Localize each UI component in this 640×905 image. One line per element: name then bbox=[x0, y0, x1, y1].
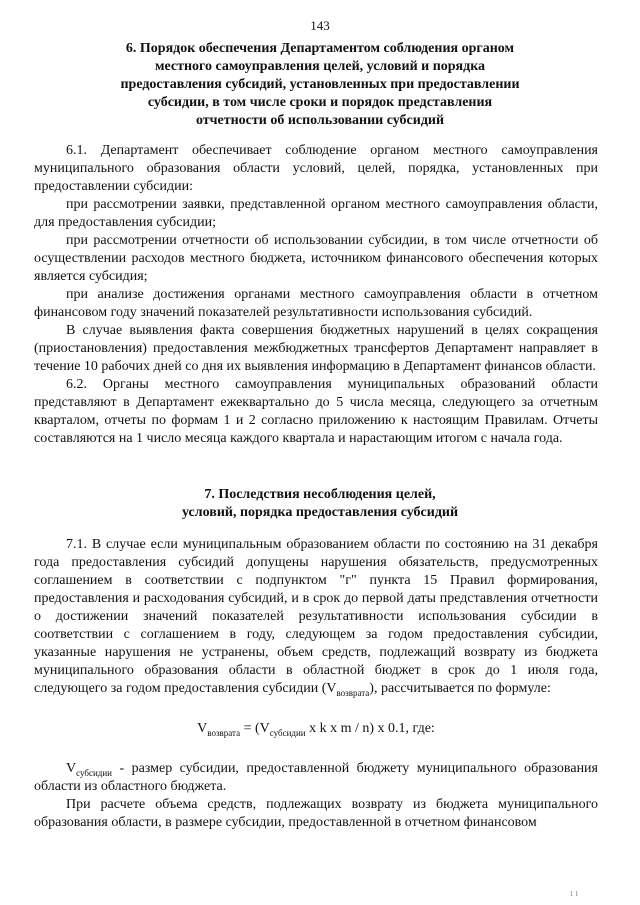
def-text: - размер субсидии, предоставленной бюджету муниципального образования области из областного бюджета. bbox=[34, 761, 598, 794]
section-6-title-line: местного самоуправления целей, условий и порядка bbox=[154, 59, 486, 74]
definition-v-subsidy bbox=[34, 760, 598, 796]
def-v: V bbox=[66, 761, 77, 776]
def-v-subscript: субсидии bbox=[76, 767, 112, 778]
formula-v: V bbox=[197, 721, 208, 736]
formula-subsidy-subscript: субсидии bbox=[269, 727, 306, 738]
scan-mark: ı ı bbox=[570, 888, 579, 899]
paragraph-application-review: при рассмотрении заявки, представленной органом местного самоуправления области, для предоставления субсидии; bbox=[34, 197, 598, 230]
formula-rest: x k x m / n) x 0.1, где: bbox=[305, 721, 435, 736]
section-6-title-line: предоставления субсидий, установленных при предоставлении bbox=[120, 77, 520, 92]
page-number: 143 bbox=[310, 18, 330, 33]
paragraph-6-1: 6.1. Департамент обеспечивает соблюдение органом местного самоуправления муниципального образования области условий, целей, порядка, установленных при предоставлении субсидии: bbox=[34, 143, 598, 194]
section-6-title-line: отчетности об использовании субсидий bbox=[195, 113, 445, 128]
section-6-title bbox=[70, 40, 570, 130]
section-7-body bbox=[34, 536, 598, 832]
section-7-title bbox=[70, 486, 570, 522]
paragraph-refund-calculation: При расчете объема средств, подлежащих возврату из бюджета муниципального образования области, в размере субсидии, предоставленной в отчетном финансовом bbox=[34, 797, 598, 830]
section-7-title-line: условий, порядка предоставления субсидий bbox=[181, 505, 459, 520]
v-symbol: V bbox=[326, 681, 337, 696]
refund-formula bbox=[34, 720, 598, 738]
paragraph-7-1-text: 7.1. В случае если муниципальным образованием области по состоянию на 31 декабря года предоставления субсидий допущены нарушения обязательств, предусмотренных соглашением в соответствии с подпунктом "г" пункта 15 Правил формирования, предоставления и расходования субсидий, и в срок до первой даты представления отчетности о достижении значений показателей результативности использования субсидии в соответствии с соглашением в году, следующем за годом предоставления субсидии, указанные нарушения не устранены, объем средств, подлежащий возврату из бюджета муниципального образования области в областной бюджет в срок до 1 июля года, следующего за годом предоставления субсидии ( bbox=[34, 537, 598, 696]
paragraph-violations: В случае выявления факта совершения бюджетных нарушений в целях сокращения (приостановления) предоставления межбюджетных трансфертов Департамент направляет в течение 10 рабочих дней со дня их выявления информацию в Департамент финансов области. bbox=[34, 323, 598, 374]
paragraph-7-1 bbox=[34, 536, 598, 698]
paragraph-performance-analysis: при анализе достижения органами местного самоуправления области в отчетном финансовом году значений показателей результативности использования субсидий. bbox=[34, 287, 598, 320]
paragraph-report-review: при рассмотрении отчетности об использовании субсидии, в том числе отчетности об осуществлении расходов местного бюджета, источником финансового обеспечения которых является субсидия; bbox=[34, 233, 598, 284]
formula-equals: = (V bbox=[240, 721, 270, 736]
formula-v-subscript: возврата bbox=[207, 727, 241, 738]
v-subscript: возврата bbox=[336, 687, 370, 698]
paragraph-7-1-end: ), рассчитывается по формуле: bbox=[369, 681, 551, 696]
section-6-body bbox=[34, 142, 598, 448]
section-7-title-line: 7. Последствия несоблюдения целей, bbox=[204, 487, 436, 502]
paragraph-6-2: 6.2. Органы местного самоуправления муниципальных образований области представляют в Департамент ежеквартально до 5 числа месяца, следующего за отчетным кварталом, отчеты по формам 1 и 2 согласно приложению к настоящим Правилам. Отчеты составляются на 1 число месяца каждого квартала и нарастающим итогом с начала года. bbox=[34, 377, 598, 446]
section-6-title-line: 6. Порядок обеспечения Департаментом соблюдения органом bbox=[125, 41, 515, 56]
section-6-title-line: субсидии, в том числе сроки и порядок представления bbox=[147, 95, 493, 110]
